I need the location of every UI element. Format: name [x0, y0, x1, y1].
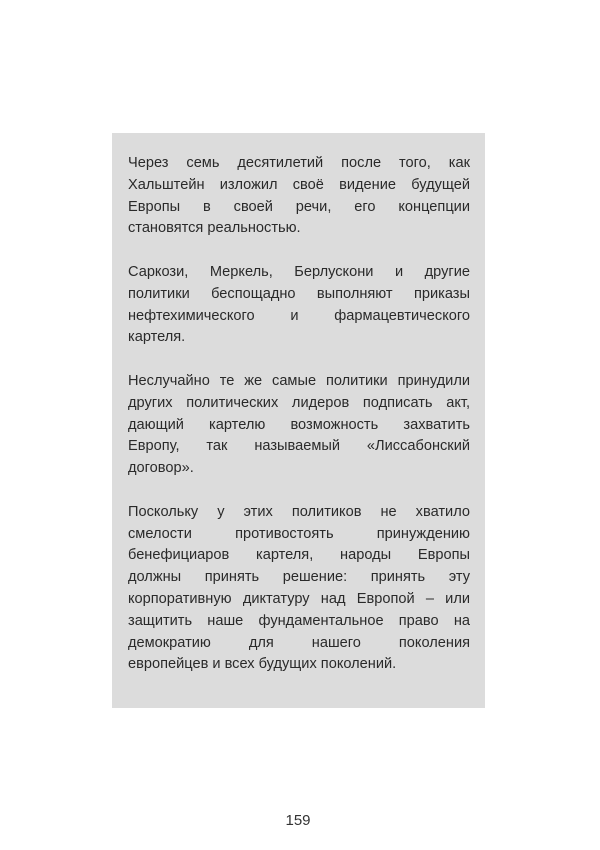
- text-line: Через семь десятилетий после того, как: [128, 155, 470, 171]
- text-line: европейцев и всех будущих поколений.: [128, 656, 397, 673]
- text-line: нефтехимического и фармацевтического: [128, 307, 470, 324]
- text-line: защитить наше фундаментальное право на: [128, 612, 470, 629]
- text-line: Неслучайно те же самые политики принудили: [128, 372, 470, 389]
- text-line: бенефициаров картеля, народы Европы: [128, 547, 470, 564]
- text-line: Европу, так называемый «Лиссабонский: [128, 438, 470, 455]
- text-line: картеля.: [128, 329, 186, 346]
- text-line: демократию для нашего поколения: [128, 634, 470, 651]
- highlighted-text-box: [112, 133, 485, 708]
- body-text: [128, 153, 470, 698]
- text-line: становятся реальностью.: [128, 220, 301, 237]
- text-line: Хальштейн изложил своё видение будущей: [128, 176, 470, 193]
- text-line: корпоративную диктатуру над Европой – или: [128, 590, 470, 607]
- text-line: дающий картелю возможность захватить: [128, 416, 470, 433]
- paragraph: [128, 371, 470, 480]
- paragraph: [128, 262, 470, 349]
- text-line: Саркози, Меркель, Берлускони и другие: [128, 263, 470, 280]
- text-line: других политических лидеров подписать акт,: [128, 394, 470, 411]
- text-line: смелости противостоять принуждению: [128, 525, 470, 542]
- text-line: договор».: [128, 460, 194, 477]
- text-line: Европы в своей речи, его концепции: [128, 198, 470, 215]
- paragraph: [128, 502, 470, 676]
- text-line: Поскольку у этих политиков не хватило: [128, 503, 470, 520]
- page-number: 159: [285, 812, 311, 829]
- paragraph: [128, 153, 470, 240]
- text-line: политики беспощадно выполняют приказы: [128, 285, 470, 302]
- text-line: должны принять решение: принять эту: [128, 569, 470, 586]
